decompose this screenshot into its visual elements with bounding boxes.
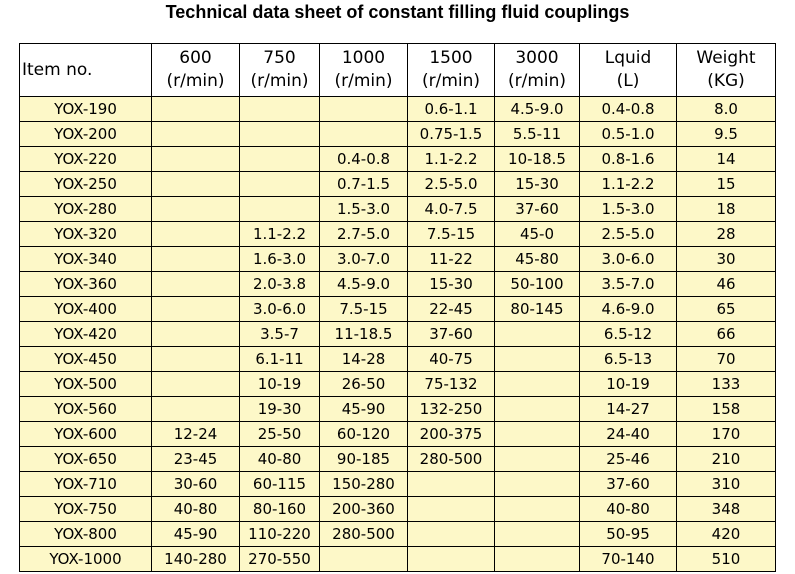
table-cell: 280-500 xyxy=(320,522,408,547)
column-header-line2: (KG) xyxy=(707,71,745,91)
item-no-cell: YOX-1000 xyxy=(20,547,152,572)
table-row xyxy=(20,522,776,547)
table-cell xyxy=(495,322,580,347)
table-cell xyxy=(152,372,240,397)
table-cell: 0.4-0.8 xyxy=(580,97,677,122)
table-cell xyxy=(320,97,408,122)
table-cell xyxy=(408,497,495,522)
table-row xyxy=(20,472,776,497)
table-cell: 70 xyxy=(677,347,776,372)
table-cell: 2.5-5.0 xyxy=(408,172,495,197)
table-cell: 10-18.5 xyxy=(495,147,580,172)
table-cell: 170 xyxy=(677,422,776,447)
table-cell: 24-40 xyxy=(580,422,677,447)
column-header-line1: 3000 xyxy=(515,48,559,68)
table-cell: 510 xyxy=(677,547,776,572)
table-row xyxy=(20,347,776,372)
table-cell: 0.4-0.8 xyxy=(320,147,408,172)
column-header-line2: (r/min) xyxy=(421,71,481,91)
table-cell xyxy=(495,497,580,522)
table-cell: 11-18.5 xyxy=(320,322,408,347)
table-cell xyxy=(320,122,408,147)
column-header-line1: 750 xyxy=(263,48,296,68)
table-row xyxy=(20,447,776,472)
table-cell xyxy=(152,222,240,247)
table-cell: 10-19 xyxy=(240,372,320,397)
table-cell: 1.6-3.0 xyxy=(240,247,320,272)
item-no-cell: YOX-600 xyxy=(20,422,152,447)
table-cell xyxy=(495,347,580,372)
table-cell: 40-80 xyxy=(240,447,320,472)
table-cell: 60-120 xyxy=(320,422,408,447)
table-cell: 37-60 xyxy=(580,472,677,497)
table-cell: 7.5-15 xyxy=(408,222,495,247)
table-row xyxy=(20,172,776,197)
column-header xyxy=(677,44,776,97)
table-cell: 46 xyxy=(677,272,776,297)
table-cell: 19-30 xyxy=(240,397,320,422)
table-cell: 6.5-13 xyxy=(580,347,677,372)
table-cell: 1.1-2.2 xyxy=(580,172,677,197)
table-cell: 210 xyxy=(677,447,776,472)
table-cell: 28 xyxy=(677,222,776,247)
table-cell: 110-220 xyxy=(240,522,320,547)
table-cell: 12-24 xyxy=(152,422,240,447)
table-row xyxy=(20,397,776,422)
table-cell xyxy=(408,522,495,547)
item-no-cell: YOX-800 xyxy=(20,522,152,547)
table-cell: 4.0-7.5 xyxy=(408,197,495,222)
table-cell xyxy=(240,97,320,122)
table-cell: 37-60 xyxy=(495,197,580,222)
table-cell: 310 xyxy=(677,472,776,497)
column-header xyxy=(580,44,677,97)
table-cell: 22-45 xyxy=(408,297,495,322)
table-cell: 3.0-7.0 xyxy=(320,247,408,272)
table-cell: 200-375 xyxy=(408,422,495,447)
item-no-cell: YOX-560 xyxy=(20,397,152,422)
table-cell xyxy=(152,197,240,222)
column-header-line2: (L) xyxy=(616,71,640,91)
column-header-line1: Item no. xyxy=(22,59,93,80)
table-cell: 30 xyxy=(677,247,776,272)
table-cell xyxy=(152,247,240,272)
table-cell: 3.5-7.0 xyxy=(580,272,677,297)
item-no-cell: YOX-360 xyxy=(20,272,152,297)
item-no-cell: YOX-280 xyxy=(20,197,152,222)
table-cell xyxy=(152,322,240,347)
column-header-line1: 600 xyxy=(179,48,212,68)
table-cell: 3.5-7 xyxy=(240,322,320,347)
item-no-cell: YOX-420 xyxy=(20,322,152,347)
table-cell: 158 xyxy=(677,397,776,422)
column-header xyxy=(240,44,320,97)
table-cell: 4.5-9.0 xyxy=(495,97,580,122)
table-cell: 348 xyxy=(677,497,776,522)
table-row xyxy=(20,247,776,272)
table-cell xyxy=(152,297,240,322)
table-cell: 45-90 xyxy=(320,397,408,422)
column-header-line2: (r/min) xyxy=(166,71,225,91)
table-cell: 5.5-11 xyxy=(495,122,580,147)
column-header xyxy=(20,44,152,97)
table-cell: 0.8-1.6 xyxy=(580,147,677,172)
table-row xyxy=(20,222,776,247)
item-no-cell: YOX-750 xyxy=(20,497,152,522)
table-cell: 420 xyxy=(677,522,776,547)
item-no-cell: YOX-320 xyxy=(20,222,152,247)
table-cell: 4.5-9.0 xyxy=(320,272,408,297)
table-cell xyxy=(240,172,320,197)
table-cell: 70-140 xyxy=(580,547,677,572)
table-cell: 15-30 xyxy=(408,272,495,297)
table-cell: 40-80 xyxy=(152,497,240,522)
table-cell xyxy=(152,347,240,372)
column-header-line1: 1000 xyxy=(341,48,386,68)
table-row xyxy=(20,322,776,347)
table-cell: 280-500 xyxy=(408,447,495,472)
table-cell xyxy=(152,97,240,122)
column-header-line2: (r/min) xyxy=(250,71,309,91)
table-cell xyxy=(152,122,240,147)
table-cell xyxy=(240,122,320,147)
table-row xyxy=(20,497,776,522)
table-cell: 25-46 xyxy=(580,447,677,472)
table-cell xyxy=(495,372,580,397)
table-cell: 11-22 xyxy=(408,247,495,272)
table-row xyxy=(20,197,776,222)
table-cell: 2.7-5.0 xyxy=(320,222,408,247)
item-no-cell: YOX-190 xyxy=(20,97,152,122)
table-cell: 15-30 xyxy=(495,172,580,197)
table-row xyxy=(20,547,776,572)
table-row xyxy=(20,272,776,297)
table-cell: 0.5-1.0 xyxy=(580,122,677,147)
table-cell: 50-100 xyxy=(495,272,580,297)
table-cell: 9.5 xyxy=(677,122,776,147)
table-cell xyxy=(408,472,495,497)
table-cell: 26-50 xyxy=(320,372,408,397)
column-header xyxy=(495,44,580,97)
table-cell: 66 xyxy=(677,322,776,347)
table-cell: 40-80 xyxy=(580,497,677,522)
table-cell xyxy=(495,522,580,547)
table-cell xyxy=(240,197,320,222)
table-cell xyxy=(495,422,580,447)
table-cell: 7.5-15 xyxy=(320,297,408,322)
table-cell: 15 xyxy=(677,172,776,197)
table-cell: 60-115 xyxy=(240,472,320,497)
table-cell xyxy=(152,172,240,197)
table-cell: 45-0 xyxy=(495,222,580,247)
item-no-cell: YOX-250 xyxy=(20,172,152,197)
column-header-line2: (r/min) xyxy=(507,71,567,91)
table-cell: 65 xyxy=(677,297,776,322)
table-cell: 1.5-3.0 xyxy=(580,197,677,222)
table-cell: 3.0-6.0 xyxy=(240,297,320,322)
item-no-cell: YOX-220 xyxy=(20,147,152,172)
table-cell xyxy=(495,447,580,472)
table-row xyxy=(20,422,776,447)
coupling-data-table xyxy=(19,43,776,572)
table-body xyxy=(20,97,776,572)
table-cell xyxy=(152,272,240,297)
table-cell xyxy=(152,397,240,422)
column-header-line1: 1500 xyxy=(429,48,473,68)
table-cell: 90-185 xyxy=(320,447,408,472)
table-cell: 3.0-6.0 xyxy=(580,247,677,272)
table-cell xyxy=(495,397,580,422)
table-cell: 23-45 xyxy=(152,447,240,472)
table-cell: 6.5-12 xyxy=(580,322,677,347)
table-cell: 133 xyxy=(677,372,776,397)
column-header-line1: Lquid xyxy=(604,48,652,68)
table-cell: 2.0-3.8 xyxy=(240,272,320,297)
column-header xyxy=(320,44,408,97)
column-header-line1: Weight xyxy=(696,48,756,68)
table-cell: 37-60 xyxy=(408,322,495,347)
table-cell: 14-28 xyxy=(320,347,408,372)
table-header-row xyxy=(20,44,776,97)
column-header xyxy=(152,44,240,97)
table-cell xyxy=(152,147,240,172)
column-header-line2: (r/min) xyxy=(334,71,393,91)
table-cell: 75-132 xyxy=(408,372,495,397)
page-title: Technical data sheet of constant filling fluid couplings xyxy=(165,2,630,22)
table-cell: 4.6-9.0 xyxy=(580,297,677,322)
table-cell: 80-145 xyxy=(495,297,580,322)
table-cell: 14-27 xyxy=(580,397,677,422)
table-cell: 45-80 xyxy=(495,247,580,272)
table-cell: 132-250 xyxy=(408,397,495,422)
table-cell: 18 xyxy=(677,197,776,222)
table-row xyxy=(20,122,776,147)
item-no-cell: YOX-500 xyxy=(20,372,152,397)
table-cell xyxy=(320,547,408,572)
item-no-cell: YOX-650 xyxy=(20,447,152,472)
table-cell: 270-550 xyxy=(240,547,320,572)
table-cell: 200-360 xyxy=(320,497,408,522)
table-cell: 0.7-1.5 xyxy=(320,172,408,197)
table-cell: 1.1-2.2 xyxy=(240,222,320,247)
item-no-cell: YOX-450 xyxy=(20,347,152,372)
table-cell: 0.6-1.1 xyxy=(408,97,495,122)
table-cell: 30-60 xyxy=(152,472,240,497)
table-cell: 45-90 xyxy=(152,522,240,547)
table-cell: 6.1-11 xyxy=(240,347,320,372)
table-cell xyxy=(495,547,580,572)
table-cell: 40-75 xyxy=(408,347,495,372)
table-row xyxy=(20,297,776,322)
table-cell: 1.1-2.2 xyxy=(408,147,495,172)
table-cell: 140-280 xyxy=(152,547,240,572)
item-no-cell: YOX-200 xyxy=(20,122,152,147)
table-cell: 1.5-3.0 xyxy=(320,197,408,222)
table-cell: 2.5-5.0 xyxy=(580,222,677,247)
item-no-cell: YOX-400 xyxy=(20,297,152,322)
table-cell: 25-50 xyxy=(240,422,320,447)
table-cell: 80-160 xyxy=(240,497,320,522)
table-cell xyxy=(240,147,320,172)
table-row xyxy=(20,97,776,122)
table-cell: 0.75-1.5 xyxy=(408,122,495,147)
table-row xyxy=(20,147,776,172)
item-no-cell: YOX-340 xyxy=(20,247,152,272)
table-cell xyxy=(408,547,495,572)
table-cell: 8.0 xyxy=(677,97,776,122)
table-cell: 50-95 xyxy=(580,522,677,547)
column-header xyxy=(408,44,495,97)
table-cell: 10-19 xyxy=(580,372,677,397)
table-cell: 150-280 xyxy=(320,472,408,497)
table-cell xyxy=(495,472,580,497)
table-cell: 14 xyxy=(677,147,776,172)
table-row xyxy=(20,372,776,397)
item-no-cell: YOX-710 xyxy=(20,472,152,497)
